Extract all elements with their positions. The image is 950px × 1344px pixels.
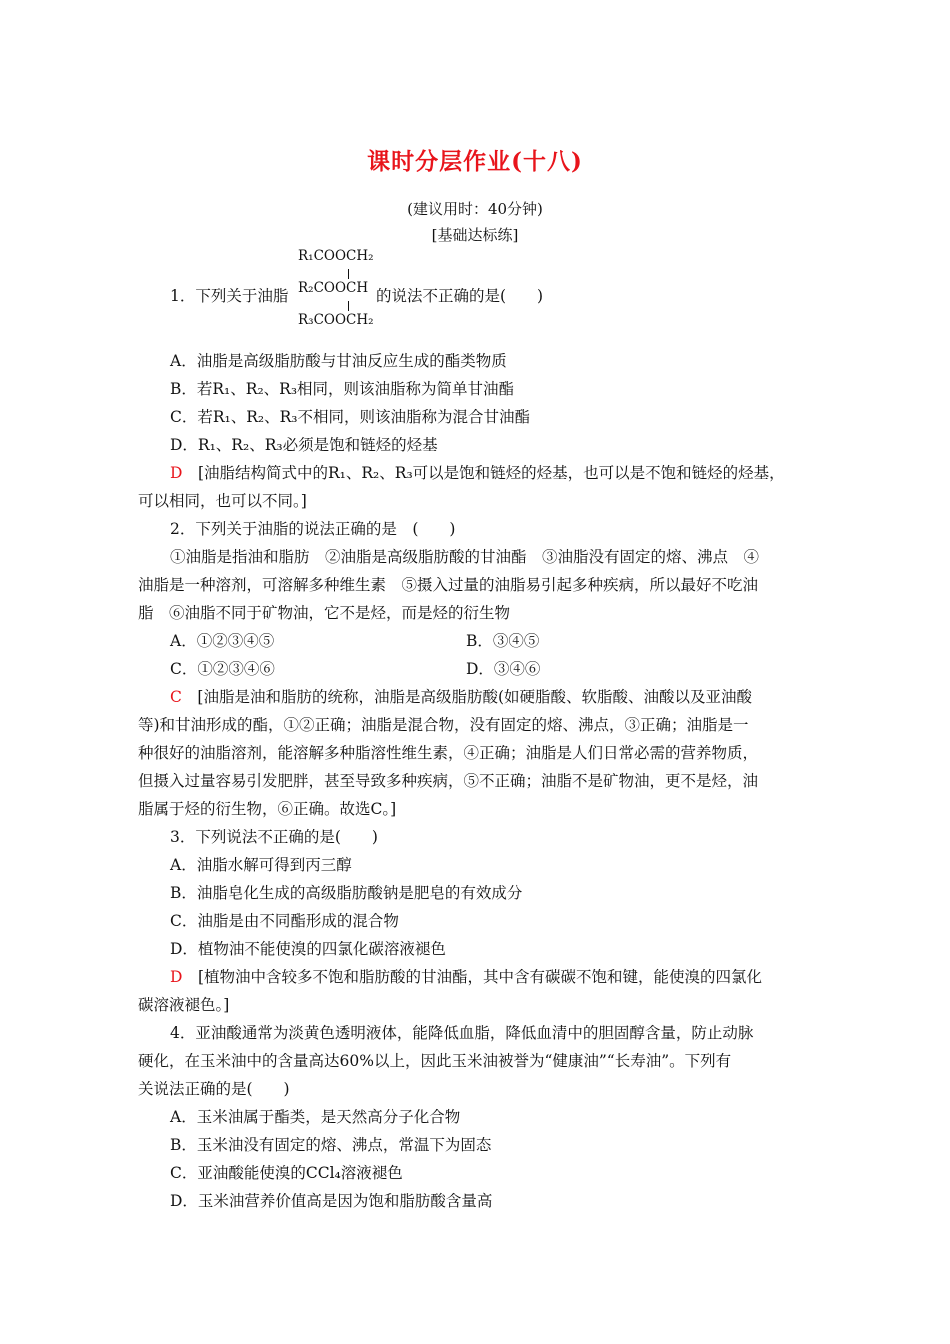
q1-option-a: A．油脂是高级脂肪酸与甘油反应生成的酯类物质 [170, 352, 507, 370]
q2-option-b: B．③④⑤ [466, 632, 540, 650]
q1-option-b: B．若R₁、R₂、R₃相同，则该油脂称为简单甘油酯 [170, 380, 515, 398]
q2-body-line-3: 脂 ⑥油脂不同于矿物油，它不是烃，而是烃的衍生物 [138, 604, 511, 622]
q2-option-d: D．③④⑥ [466, 660, 541, 678]
q2-explanation-line-2: 等)和甘油形成的酯，①②正确；油脂是混合物，没有固定的熔、沸点，③正确；油脂是一 [138, 716, 749, 734]
page-title: 课时分层作业(十八) [367, 148, 583, 175]
q2-option-a: A．①②③④⑤ [170, 632, 275, 650]
q1-stem-before: 1．下列关于油脂 [170, 287, 289, 305]
formula-line-1: R₁COOCH₂ [298, 248, 374, 264]
q1-option-c: C．若R₁、R₂、R₃不相同，则该油脂称为混合甘油酯 [170, 408, 531, 426]
q4-stem-line-1: 4．亚油酸通常为淡黄色透明液体，能降低血脂，降低血清中的胆固醇含量，防止动脉 [170, 1024, 754, 1042]
q4-option-a: A．玉米油属于酯类，是天然高分子化合物 [170, 1108, 461, 1126]
q4-option-c: C．亚油酸能使溴的CCl₄溶液褪色 [170, 1164, 403, 1182]
time-hint: (建议用时：40分钟) [407, 200, 543, 218]
q1-explanation-line-2: 可以相同，也可以不同。] [138, 492, 307, 510]
q2-explanation-line-1: C [油脂是油和脂肪的统称，油脂是高级脂肪酸(如硬脂酸、软脂酸、油酸以及亚油酸 [170, 688, 752, 706]
q3-explanation-line-2: 碳溶液褪色。] [138, 996, 230, 1014]
q3-option-d: D．植物油不能使溴的四氯化碳溶液褪色 [170, 940, 446, 958]
q3-option-c: C．油脂是由不同酯形成的混合物 [170, 912, 399, 930]
q4-option-d: D．玉米油营养价值高是因为饱和脂肪酸含量高 [170, 1192, 493, 1210]
q4-option-b: B．玉米油没有固定的熔、沸点，常温下为固态 [170, 1136, 492, 1154]
q2-body-line-2: 油脂是一种溶剂，可溶解多种维生素 ⑤摄入过量的油脂易引起多种疾病，所以最好不吃油 [138, 576, 759, 594]
formula-line-3: R₃COOCH₂ [298, 312, 374, 328]
q2-stem: 2．下列关于油脂的说法正确的是 ( ) [170, 520, 456, 538]
q2-explanation-line-5: 脂属于烃的衍生物，⑥正确。故选C。] [138, 800, 397, 818]
q2-explanation-line-3: 种很好的油脂溶剂，能溶解多种脂溶性维生素，④正确；油脂是人们日常必需的营养物质， [138, 744, 759, 762]
q4-stem-line-2: 硬化，在玉米油中的含量高达60%以上，因此玉米油被誉为“健康油”“长寿油”。下列有 [138, 1052, 732, 1070]
q2-body-line-1: ①油脂是指油和脂肪 ②油脂是高级脂肪酸的甘油酯 ③油脂没有固定的熔、沸点 ④ [170, 548, 760, 566]
formula-bond [348, 269, 349, 279]
q2-option-c: C．①②③④⑥ [170, 660, 275, 678]
formula-line-2: R₂COOCH [298, 280, 369, 296]
q4-stem-line-3: 关说法正确的是( ) [138, 1080, 290, 1098]
q3-option-a: A．油脂水解可得到丙三醇 [170, 856, 352, 874]
q1-explanation-line-1: D [油脂结构简式中的R₁、R₂、R₃可以是饱和链烃的烃基，也可以是不饱和链烃的烃基， [170, 464, 785, 482]
q1-option-d: D．R₁、R₂、R₃必须是饱和链烃的烃基 [170, 436, 438, 454]
q3-explanation-line-1: D [植物油中含较多不饱和脂肪酸的甘油酯，其中含有碳碳不饱和键，能使溴的四氯化 [170, 968, 763, 986]
section-label: [基础达标练] [431, 226, 519, 244]
q3-answer: D [170, 968, 183, 986]
q2-answer: C [170, 688, 182, 706]
q1-answer: D [170, 464, 183, 482]
q3-option-b: B．油脂皂化生成的高级脂肪酸钠是肥皂的有效成分 [170, 884, 523, 902]
q2-explanation-line-4: 但摄入过量容易引发肥胖，甚至导致多种疾病，⑤不正确；油脂不是矿物油，更不是烃，油 [138, 772, 759, 790]
q3-stem: 3．下列说法不正确的是( ) [170, 828, 378, 846]
q1-stem-after: 的说法不正确的是( ) [376, 287, 544, 305]
